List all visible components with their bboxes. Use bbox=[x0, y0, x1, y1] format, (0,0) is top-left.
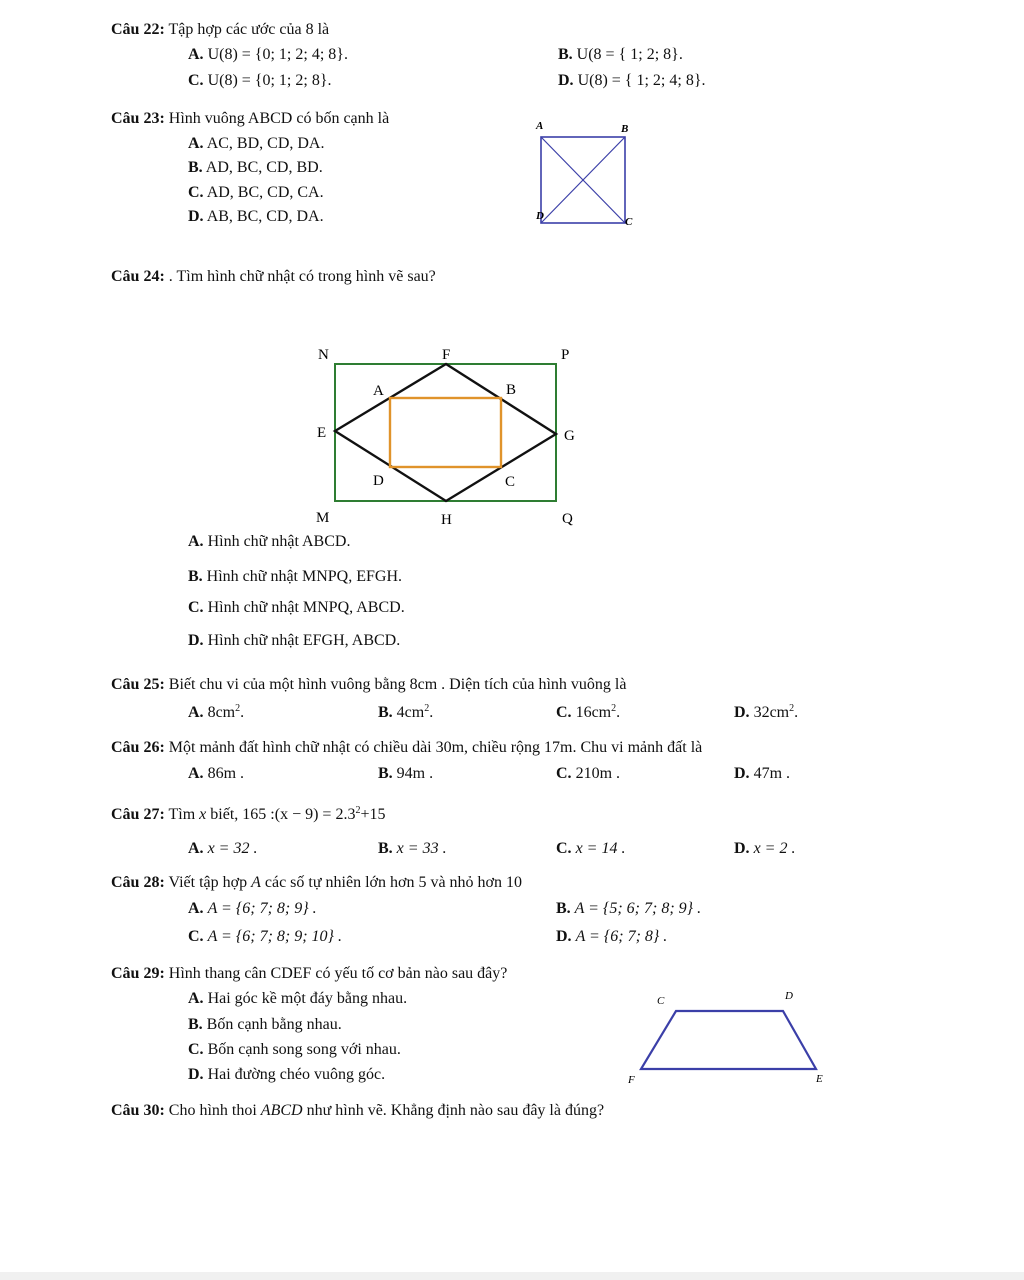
q29-stem: Hình thang cân CDEF có yếu tố cơ bản nào sau đây? bbox=[168, 965, 508, 982]
fig-label-f: F bbox=[442, 347, 451, 363]
q28-line: Câu 28: Viết tập hợp A các số tự nhiên lớn hơn 5 và nhỏ hơn 10 bbox=[111, 874, 522, 891]
q25-line bbox=[111, 676, 626, 694]
q25-label: Câu 25: bbox=[111, 676, 165, 693]
q30-label: Câu 30: bbox=[111, 1102, 165, 1119]
q27-option-d[interactable]: D. x = 2 . bbox=[734, 840, 796, 857]
fig-label-b: B bbox=[506, 382, 517, 398]
fig-label-n: N bbox=[318, 347, 329, 363]
q25-option-b[interactable]: B. $4cm^2$. bbox=[378, 703, 434, 721]
q22-option-b[interactable]: B. U(8 = { 1; 2; 8}. bbox=[558, 46, 683, 63]
q25-option-c[interactable]: C. $16cm^2$. bbox=[556, 703, 621, 721]
q26-stem: Một mảnh đất hình chữ nhật có chiều dài 30m, chiều rộng 17m. Chu vi mảnh đất là bbox=[168, 739, 703, 756]
q28-label: Câu 28: bbox=[111, 874, 165, 891]
q26-option-a[interactable]: A. 86m . bbox=[188, 765, 245, 782]
q22-line bbox=[111, 21, 329, 39]
q27-option-a[interactable]: A. x = 32 . bbox=[188, 840, 258, 857]
square-label-c: C bbox=[625, 216, 633, 228]
q27-line: Câu 27: Tìm x biết, 165 :(x − $9) = 2.3^2+15$ bbox=[111, 805, 386, 823]
q25-option-a[interactable]: A. $8cm^2$. bbox=[188, 703, 245, 721]
square-label-b: B bbox=[621, 123, 629, 135]
q26-option-d[interactable]: D. 47m . bbox=[734, 765, 791, 782]
q24-line bbox=[111, 268, 436, 286]
fig-label-d: D bbox=[373, 473, 384, 489]
rectangle-abcd bbox=[390, 398, 501, 467]
q24-option-b[interactable]: B. Hình chữ nhật MNPQ, EFGH. bbox=[188, 568, 403, 585]
fig-label-m: M bbox=[316, 510, 330, 526]
square-label-d: D bbox=[536, 210, 544, 222]
q23-option-a[interactable]: A. AC, BD, CD, DA. bbox=[188, 135, 325, 152]
q28-option-b[interactable]: B. A = {5; 6; 7; 8; 9} . bbox=[556, 900, 702, 917]
trapezoid-label-f: F bbox=[628, 1074, 635, 1086]
q27-equation: (x − 9) bbox=[274, 806, 319, 823]
trapezoid-label-c: C bbox=[657, 995, 665, 1007]
square-label-a: A bbox=[536, 120, 544, 132]
trapezoid-outline bbox=[641, 1011, 816, 1069]
fig-label-a: A bbox=[373, 383, 384, 399]
q24-option-c[interactable]: C. Hình chữ nhật MNPQ, ABCD. bbox=[188, 599, 405, 616]
q23-line bbox=[111, 110, 389, 128]
q24-stem: . Tìm hình chữ nhật có trong hình vẽ sau? bbox=[168, 268, 436, 285]
page-bottom-strip bbox=[0, 1272, 1024, 1280]
q25-stem: Biết chu vi của một hình vuông bằng 8cm . Diện tích của hình vuông là bbox=[168, 676, 627, 693]
q23-option-b[interactable]: B. AD, BC, CD, BD. bbox=[188, 159, 323, 176]
rectangle-mnpq bbox=[335, 364, 556, 501]
q26-option-c[interactable]: C. 210m . bbox=[556, 765, 621, 782]
q25-option-d[interactable]: D. $32cm^2$. bbox=[734, 703, 799, 721]
q22-label: Câu 22: bbox=[111, 21, 165, 38]
q29-line bbox=[111, 965, 507, 983]
q26-option-b[interactable]: B. 94m . bbox=[378, 765, 434, 782]
trapezoid-cdef-figure bbox=[620, 985, 835, 1090]
q29-option-d[interactable]: D. Hai đường chéo vuông góc. bbox=[188, 1066, 386, 1083]
q22-option-d[interactable]: D. U(8) = { 1; 2; 4; 8}. bbox=[558, 72, 706, 89]
fig-label-g: G bbox=[564, 428, 575, 444]
fig-label-q: Q bbox=[562, 511, 573, 527]
fig-label-h: H bbox=[441, 512, 452, 528]
q29-label: Câu 29: bbox=[111, 965, 165, 982]
q27-option-b[interactable]: B. x = 33 . bbox=[378, 840, 447, 857]
q26-label: Câu 26: bbox=[111, 739, 165, 756]
rectangles-figure bbox=[300, 340, 600, 535]
fig-label-e: E bbox=[317, 425, 327, 441]
q24-option-a[interactable]: A. Hình chữ nhật ABCD. bbox=[188, 533, 351, 550]
q29-option-a[interactable]: A. Hai góc kề một đáy bằng nhau. bbox=[188, 990, 408, 1007]
q29-option-b[interactable]: B. Bốn cạnh bằng nhau. bbox=[188, 1016, 342, 1033]
q22-option-a[interactable]: A. U(8) = {0; 1; 2; 4; 8}. bbox=[188, 46, 348, 63]
q23-stem: Hình vuông ABCD có bốn cạnh là bbox=[168, 110, 390, 127]
fig-label-p: P bbox=[561, 347, 570, 363]
square-abcd-figure bbox=[530, 115, 640, 230]
q28-option-c[interactable]: C. A = {6; 7; 8; 9; 10} . bbox=[188, 928, 342, 945]
q27-label: Câu 27: bbox=[111, 806, 165, 823]
q22-option-c[interactable]: C. U(8) = {0; 1; 2; 8}. bbox=[188, 72, 332, 89]
q26-line bbox=[111, 739, 702, 757]
q27-option-c[interactable]: C. x = 14 . bbox=[556, 840, 626, 857]
q29-option-c[interactable]: C. Bốn cạnh song song với nhau. bbox=[188, 1041, 401, 1058]
q23-option-c[interactable]: C. AD, BC, CD, CA. bbox=[188, 184, 324, 201]
trapezoid-label-d: D bbox=[785, 990, 793, 1002]
q30-line: Câu 30: Cho hình thoi ABCD như hình vẽ. Khẳng định nào sau đây là đúng? bbox=[111, 1102, 605, 1119]
q22-stem: Tập hợp các ước của 8 là bbox=[168, 21, 330, 38]
rhombus-efgh bbox=[335, 364, 556, 501]
q23-label: Câu 23: bbox=[111, 110, 165, 127]
trapezoid-label-e: E bbox=[816, 1073, 823, 1085]
q24-option-d[interactable]: D. Hình chữ nhật EFGH, ABCD. bbox=[188, 632, 401, 649]
q28-option-d[interactable]: D. A = {6; 7; 8} . bbox=[556, 928, 668, 945]
q24-label: Câu 24: bbox=[111, 268, 165, 285]
q28-option-a[interactable]: A. A = {6; 7; 8; 9} . bbox=[188, 900, 317, 917]
q23-option-d[interactable]: D. AB, BC, CD, DA. bbox=[188, 208, 324, 225]
fig-label-c: C bbox=[505, 474, 516, 490]
